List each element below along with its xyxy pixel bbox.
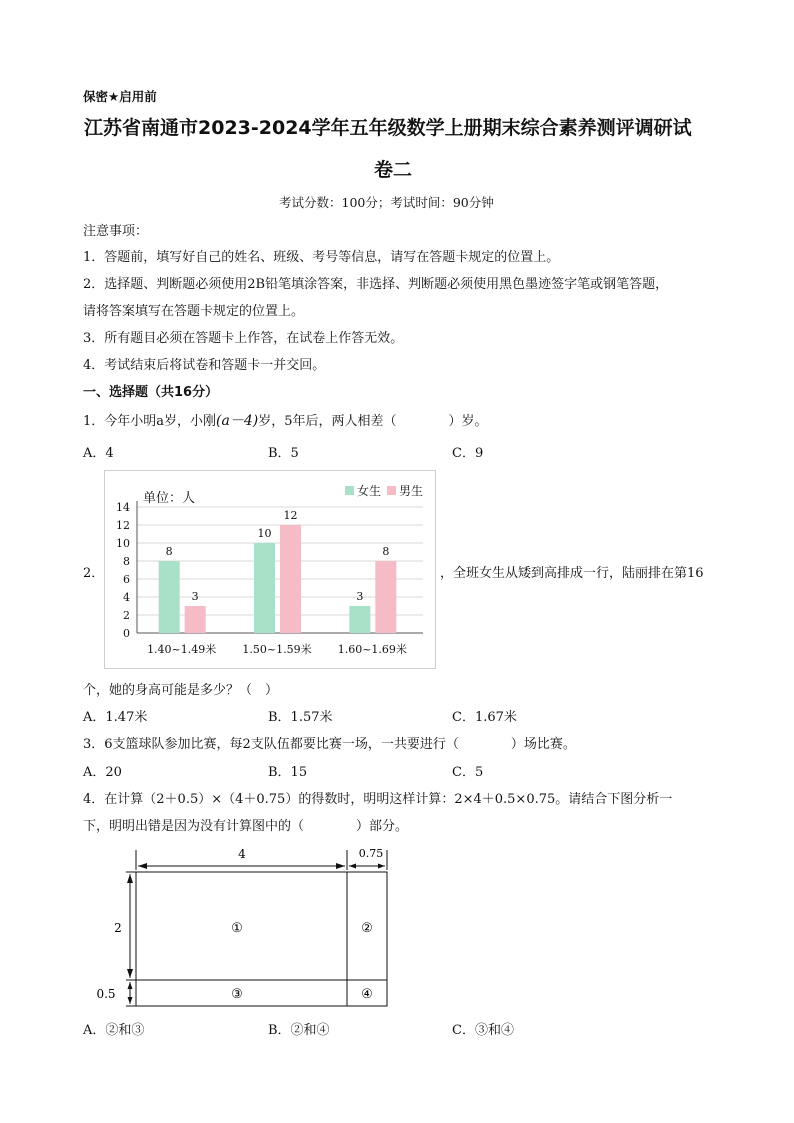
note-item: 1．答题前，填写好自己的姓名、班级、考号等信息，请写在答题卡规定的位置上。: [83, 250, 560, 265]
arrow-head: [138, 863, 147, 869]
legend-label-0: 女生: [357, 484, 382, 498]
q2-option-c: C．1.67米: [452, 710, 517, 725]
note-item: 2．选择题、判断题必须使用2B铅笔填涂答案，非选择、判断题必须使用黑色墨迹签字笔或钢笔答题，: [83, 277, 669, 292]
legend-label-1: 男生: [399, 484, 424, 498]
question-3: 3．6支篮球队参加比赛，每2支队伍都要比赛一场，一共要进行（ ）场比赛。: [83, 737, 576, 752]
bar-value-label: 12: [283, 509, 298, 522]
y-tick-label: 0: [123, 627, 130, 640]
x-tick-label: 1.40~1.49米: [147, 643, 217, 656]
q3-option-a: A．20: [83, 765, 122, 780]
question-1-text-a: 1．今年小明a岁，小刚: [83, 414, 217, 429]
label-05: 0.5: [96, 987, 116, 1001]
chart-title: 单位：人: [143, 491, 196, 506]
y-tick-label: 12: [116, 519, 130, 532]
exam-info: 考试分数：100分；考试时间：90分钟: [279, 195, 494, 210]
y-tick-label: 6: [123, 573, 130, 586]
bar-value-label: 3: [191, 590, 199, 603]
y-tick-label: 10: [116, 537, 130, 550]
q3-option-c: C．5: [452, 765, 484, 780]
bar-value-label: 8: [165, 545, 173, 558]
region-2: ②: [361, 921, 373, 936]
q2-option-b: B．1.57米: [268, 710, 333, 725]
label-2: 2: [114, 921, 122, 935]
note-item: 3．所有题目必须在答题卡上作答，在试卷上作答无效。: [83, 331, 404, 346]
rectangle-diagram: [90, 842, 410, 1012]
section-heading: 一、选择题（共16分）: [83, 385, 219, 400]
bar-1-1: [280, 525, 301, 633]
question-4-line2: 下，明明出错是因为没有计算图中的（ ）部分。: [83, 819, 409, 834]
question-4-line1: 4．在计算（2＋0.5）×（4＋0.75）的得数时，明明这样计算：2×4＋0.5×0.75。请结合下图分析一: [83, 792, 673, 807]
q4-option-b: B．②和④: [268, 1023, 330, 1038]
bar-0-0: [159, 561, 180, 633]
question-1-expression: (a－4): [216, 413, 259, 429]
region-3: ③: [231, 987, 243, 1002]
secret-label: 保密★启用前: [83, 89, 157, 104]
question-2-number: 2．: [83, 566, 105, 581]
bar-chart-svg: [105, 471, 435, 668]
question-1: [83, 410, 488, 430]
bar-1-2: [375, 561, 396, 633]
question-1-text-b: 岁，5年后，两人相差（ ）岁。: [258, 414, 488, 429]
x-tick-label: 1.60~1.69米: [337, 643, 407, 656]
q1-option-a: A．4: [83, 446, 114, 461]
q4-option-a: A．②和③: [83, 1023, 145, 1038]
page-title-line1: 江苏省南通市2023-2024学年五年级数学上册期末综合素养测评调研试: [84, 117, 692, 139]
bar-0-2: [349, 606, 370, 633]
outer-rectangle: [136, 872, 387, 1006]
arrow-head: [336, 863, 345, 869]
notes-heading: 注意事项：: [83, 224, 149, 239]
y-tick-label: 2: [123, 609, 130, 622]
q1-option-c: C．9: [452, 446, 484, 461]
note-item: 4．考试结束后将试卷和答题卡一并交回。: [83, 358, 326, 373]
bar-value-label: 10: [257, 527, 272, 540]
page-title-line2: 卷二: [374, 159, 413, 181]
arrow-head: [127, 969, 133, 978]
legend-swatch-1: [387, 486, 396, 495]
bar-1-0: [185, 606, 206, 633]
bar-value-label: 8: [382, 545, 390, 558]
bar-value-label: 3: [356, 590, 364, 603]
q1-option-b: B．5: [268, 446, 299, 461]
bar-chart: [104, 470, 436, 669]
arrow-head: [128, 997, 133, 1004]
arrow-head: [127, 874, 133, 883]
question-2-text: ，全班女生从矮到高排成一行，陆丽排在第16: [440, 566, 704, 581]
legend-swatch-0: [345, 486, 354, 495]
question-2-text-cont: 个，她的身高可能是多少？（ ）: [83, 683, 279, 698]
arrow-head: [349, 864, 356, 869]
bar-0-1: [254, 543, 275, 633]
x-tick-label: 1.50~1.59米: [242, 643, 312, 656]
label-4: 4: [238, 847, 246, 861]
arrow-head: [378, 864, 385, 869]
region-4: ④: [361, 987, 373, 1002]
label-075: 0.75: [358, 847, 384, 860]
y-tick-label: 14: [116, 501, 130, 514]
q4-option-c: C．③和④: [452, 1023, 514, 1038]
q2-option-a: A．1.47米: [83, 710, 148, 725]
region-1: ①: [231, 921, 243, 936]
q3-option-b: B．15: [268, 765, 308, 780]
note-item: 请将答案填写在答题卡规定的位置上。: [83, 304, 305, 319]
y-tick-label: 8: [123, 555, 130, 568]
y-tick-label: 4: [123, 591, 130, 604]
arrow-head: [128, 982, 133, 989]
